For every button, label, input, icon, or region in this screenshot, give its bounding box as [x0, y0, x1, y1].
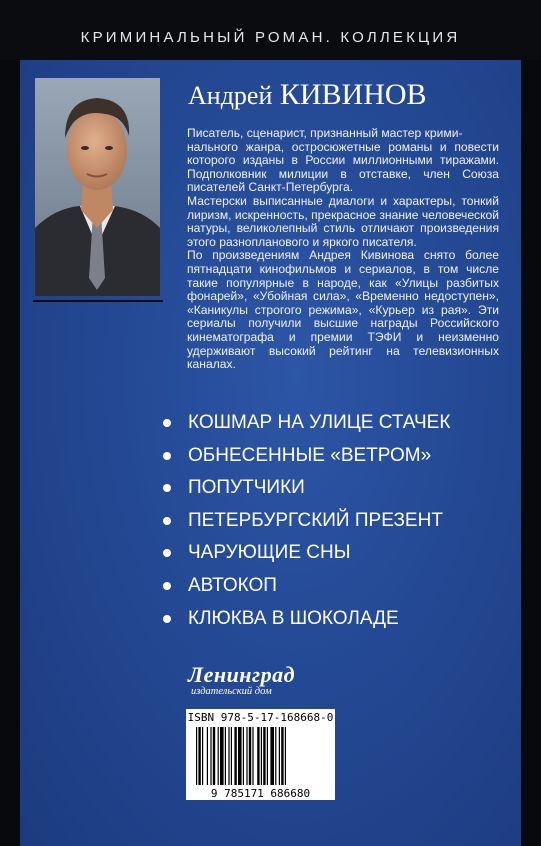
book-list-item — [163, 510, 503, 543]
series-title: КРИМИНАЛЬНЫЙ РОМАН. КОЛЛЕКЦИЯ — [80, 29, 461, 46]
book-title: ЧАРУЮЩИЕ СНЫ — [188, 542, 351, 564]
book-list — [163, 412, 503, 640]
barcode-box — [186, 709, 335, 800]
book-list-item — [163, 412, 503, 445]
barcode-icon — [196, 727, 325, 785]
bullet-icon — [163, 615, 171, 623]
publisher-name: Ленинград — [188, 662, 296, 687]
photo-underline — [33, 300, 163, 302]
book-title: ПОПУТЧИКИ — [188, 477, 305, 499]
author-portrait-image — [35, 78, 160, 296]
bio-paragraph-2: Мастерски выписанные диалоги и характеры, тонкий лиризм, искренность, прекрасное знание человеческой натуры, великолепный стиль отличают произведения этого разнопланового и яркого писателя. — [187, 193, 499, 249]
barcode-number: 9 785171 686680 — [210, 787, 311, 800]
author-bio — [187, 127, 499, 372]
publisher-logo — [188, 664, 295, 698]
bullet-icon — [163, 517, 171, 525]
isbn-label: ISBN 978-5-17-168668-0 — [187, 711, 334, 724]
book-title: КОШМАР НА УЛИЦЕ СТАЧЕК — [188, 412, 451, 433]
book-list-item — [163, 445, 503, 478]
book-list-item — [163, 477, 503, 510]
bullet-icon — [163, 582, 171, 590]
bullet-icon — [163, 549, 171, 557]
publisher-subtitle: издательский дом — [191, 686, 272, 697]
author-photo — [35, 78, 160, 296]
author-name — [188, 78, 427, 112]
bullet-icon — [163, 419, 171, 427]
book-list-item — [163, 575, 503, 608]
bullet-icon — [163, 484, 171, 492]
bio-paragraph-1: нального жанра, остросюжетные романы и повести которого изданы в России миллионными тиражами. Подполковник милиции в отставке, член Союза писателей Санкт-Петербурга. — [187, 139, 499, 195]
bullet-icon — [163, 452, 171, 460]
book-title: КЛЮКВА В ШОКОЛАДЕ — [188, 607, 399, 629]
book-title: ОБНЕСЕННЫЕ «ВЕТРОМ» — [188, 444, 432, 466]
book-title: АВТОКОП — [188, 574, 277, 596]
bio-first-line: Писатель, сценарист, признанный мастер крими- — [187, 126, 463, 140]
book-title: ПЕТЕРБУРГСКИЙ ПРЕЗЕНТ — [188, 509, 443, 531]
book-list-item — [163, 608, 503, 641]
author-last-name: КИВИНОВ — [279, 78, 427, 111]
bio-paragraph-3: По произведениям Андрея Кивинова снято более пятнадцати кинофильмов и сериалов, в том числе такие популярные в народе, как «Улицы разбитых фонарей», «Убойная сила», «Временно недоступен», «Каникулы строгого режима», «Курьер из рая». Эти сериалы получили высшие награды Российского кинематографа и премии ТЭФИ и неизменно удерживают высокий рейтинг на телевизионных каналах. — [187, 248, 499, 372]
book-list-item — [163, 542, 503, 575]
author-first-name: Андрей — [188, 81, 273, 110]
